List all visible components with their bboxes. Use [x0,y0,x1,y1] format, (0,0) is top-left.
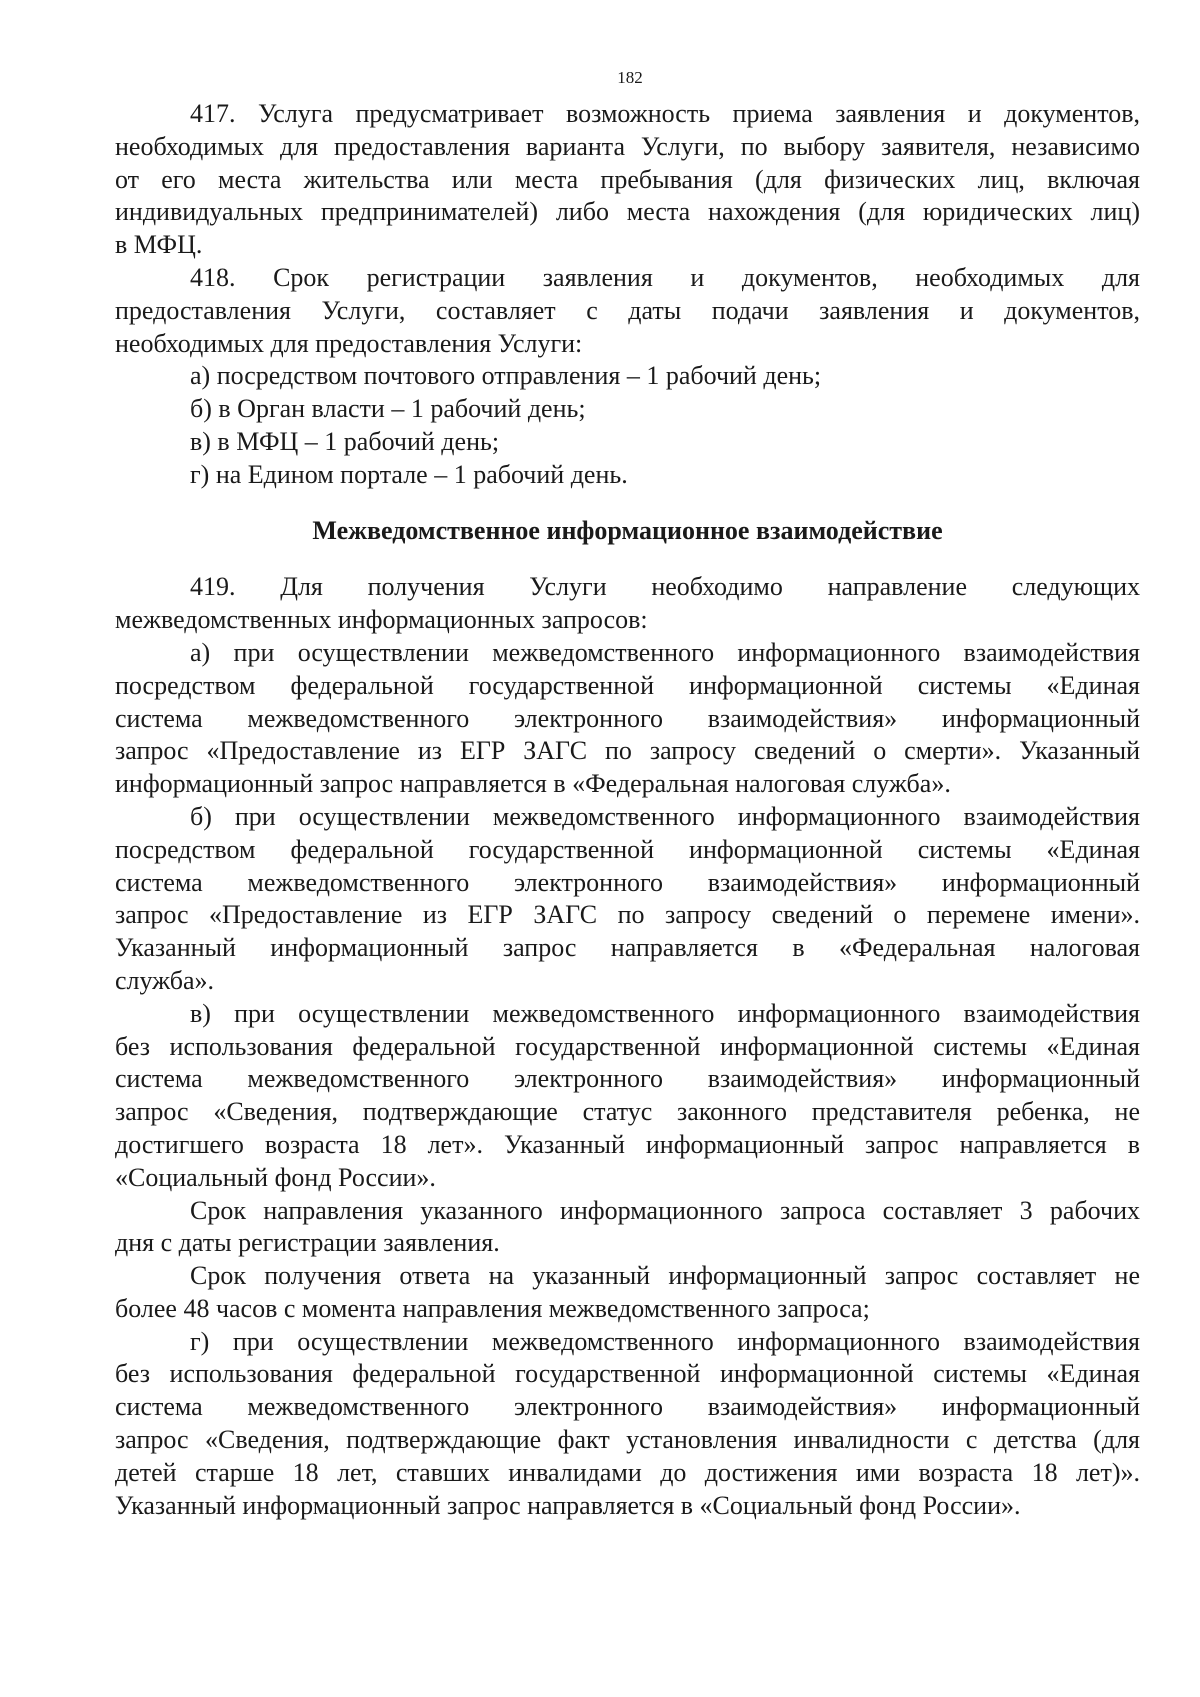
text-line: без использования федеральной государственной информационной системы «Единая [115,1031,1140,1061]
text-line: без использования федеральной государственной информационной системы «Единая [115,1359,1140,1389]
text-line: предоставления Услуги, составляет с даты подачи заявления и документов, [115,295,1140,325]
text-line: необходимых для предоставления Услуги: [115,328,583,358]
list-item: а) посредством почтового отправления – 1 рабочий день; [190,361,822,391]
text-line: от его места жительства или места пребывания (для физических лиц, включая [115,164,1140,194]
text-line: индивидуальных предпринимателей) либо места нахождения (для юридических лиц) [115,197,1140,227]
text-line: система межведомственного электронного взаимодействия» информационный [115,1392,1140,1422]
text-line: детей старше 18 лет, ставших инвалидами до достижения ими возраста 18 лет)». [115,1457,1140,1487]
section-heading: Межведомственное информационное взаимодействие [312,515,943,545]
page-number: 182 [617,68,643,87]
text-line: достигшего возраста 18 лет». Указанный информационный запрос направляется в [115,1129,1140,1159]
text-line: дня с даты регистрации заявления. [115,1228,500,1258]
text-line: служба». [115,965,215,995]
text-line: в МФЦ. [115,230,203,260]
text-line: Указанный информационный запрос направляется в «Социальный фонд России». [115,1490,1021,1520]
text-line: запрос «Предоставление из ЕГР ЗАГС по запросу сведений о перемене имени». [115,900,1140,930]
text-line: необходимых для предоставления варианта Услуги, по выбору заявителя, независимо [115,131,1140,161]
text-line: запрос «Сведения, подтверждающие факт установления инвалидности с детства (для [115,1425,1140,1455]
text-line: б) при осуществлении межведомственного информационного взаимодействия [190,801,1140,831]
text-line: информационный запрос направляется в «Федеральная налоговая служба». [115,769,951,799]
text-line: 419. Для получения Услуги необходимо направление следующих [190,572,1140,602]
text-line: запрос «Предоставление из ЕГР ЗАГС по запросу сведений о смерти». Указанный [115,736,1140,766]
text-line: система межведомственного электронного взаимодействия» информационный [115,703,1140,733]
text-line: Срок получения ответа на указанный информационный запрос составляет не [190,1261,1140,1291]
list-item: в) в МФЦ – 1 рабочий день; [190,426,500,456]
text-line: «Социальный фонд России». [115,1162,436,1192]
text-line: более 48 часов с момента направления межведомственного запроса; [115,1293,870,1323]
text-line: Срок направления указанного информационного запроса составляет 3 рабочих [190,1195,1140,1225]
text-line: Указанный информационный запрос направляется в «Федеральная налоговая [115,933,1140,963]
list-item: г) на Едином портале – 1 рабочий день. [190,459,628,489]
text-line: посредством федеральной государственной информационной системы «Единая [115,834,1140,864]
text-line: система межведомственного электронного взаимодействия» информационный [115,867,1140,897]
text-line: система межведомственного электронного взаимодействия» информационный [115,1064,1140,1094]
text-line: запрос «Сведения, подтверждающие статус законного представителя ребенка, не [115,1097,1140,1127]
text-line: 418. Срок регистрации заявления и документов, необходимых для [190,262,1140,292]
text-line: 417. Услуга предусматривает возможность приема заявления и документов, [190,99,1140,128]
text-line: посредством федеральной государственной информационной системы «Единая [115,670,1140,700]
document-body [115,98,1140,1522]
list-item: б) в Орган власти – 1 рабочий день; [190,394,586,424]
text-line: г) при осуществлении межведомственного информационного взаимодействия [190,1326,1140,1356]
text-line: в) при осуществлении межведомственного информационного взаимодействия [190,998,1140,1028]
text-line: а) при осуществлении межведомственного информационного взаимодействия [190,637,1140,667]
text-line: межведомственных информационных запросов: [115,605,648,635]
